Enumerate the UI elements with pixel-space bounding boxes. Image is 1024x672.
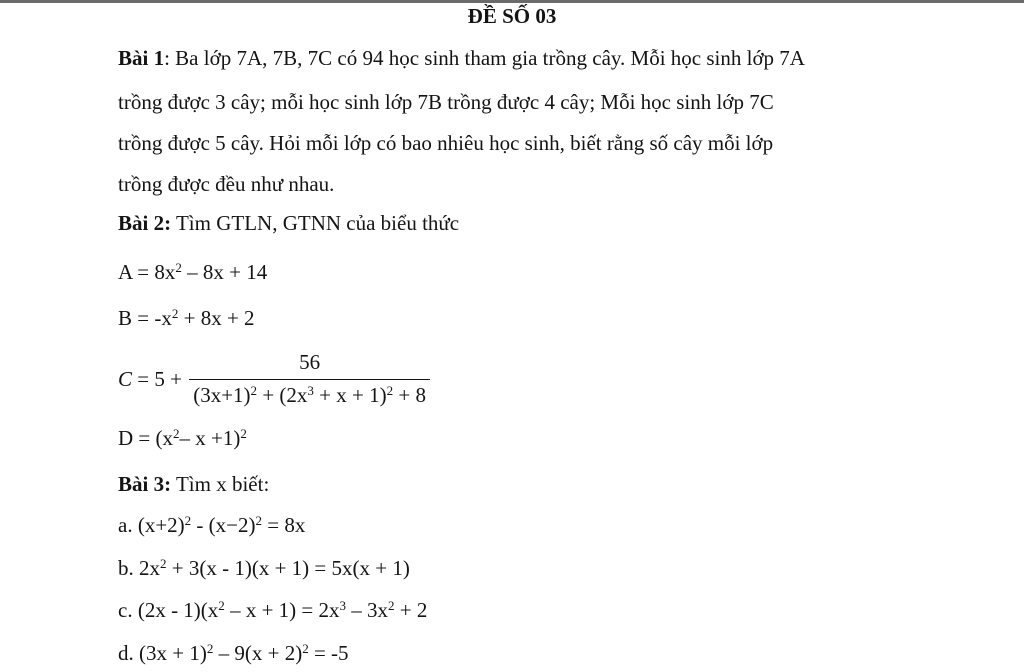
item-d-part: – 9(x + 2)	[213, 641, 303, 665]
item-a-exp: 2	[255, 512, 263, 528]
item-d-exp: 2	[302, 640, 309, 656]
eq-c-den-part: (3x+1)	[193, 383, 251, 407]
eq-c-mid: = 5 +	[132, 366, 188, 391]
eq-c-den-part: + x + 1)	[313, 383, 387, 407]
page-title: ĐỀ SỐ 03	[467, 4, 557, 28]
bai1-line-1	[118, 48, 805, 69]
item-a-part: a. (x+2)	[118, 513, 185, 537]
bai2-text: Tìm GTLN, GTNN của biểu thức	[171, 211, 460, 235]
item-b-exp: 2	[160, 555, 167, 571]
eq-c-den-part: + 8	[393, 383, 426, 407]
eq-d-exp: 2	[173, 425, 180, 441]
item-c-part: – 3x	[346, 598, 389, 622]
bai2-label: Bài 2:	[118, 211, 172, 235]
bai1-line-4: trồng được đều như nhau.	[118, 172, 335, 196]
eq-c-lhs: C	[118, 366, 133, 391]
bai1-line-2: trồng được 3 cây; mỗi học sinh lớp 7B trồng được 4 cây; Mỗi học sinh lớp 7C	[118, 90, 774, 114]
equation-b	[118, 305, 255, 330]
bai3-item-c	[118, 597, 428, 622]
item-a-exp: 2	[184, 512, 192, 528]
eq-c-den-exp: 2	[386, 382, 394, 398]
bai1-text-1: : Ba lớp 7A, 7B, 7C có 94 học sinh tham gia trồng cây. Mỗi học sinh lớp 7A	[164, 46, 805, 70]
item-b-part: + 3(x - 1)(x + 1) = 5x(x + 1)	[166, 556, 410, 580]
eq-a-part: – 8x + 14	[181, 260, 268, 284]
eq-c-den-exp: 2	[250, 382, 258, 398]
bai3-heading	[118, 474, 269, 495]
eq-b-exp: 2	[171, 305, 179, 321]
bai3-item-a	[118, 512, 306, 537]
eq-c-numerator: 56	[189, 350, 430, 380]
equation-c	[118, 350, 430, 408]
eq-c-denominator	[189, 380, 430, 408]
eq-c-den-part: + (2x	[257, 383, 308, 407]
item-c-part: + 2	[394, 598, 428, 622]
eq-d-part: D = (x	[118, 426, 174, 450]
item-c-exp: 2	[218, 597, 225, 613]
bai3-item-d	[118, 640, 349, 665]
eq-d-part: – x +1)	[179, 426, 241, 450]
item-d-part: d. (3x + 1)	[118, 641, 207, 665]
eq-a-part: A = 8x	[118, 260, 176, 284]
eq-b-part: + 8x + 2	[178, 306, 255, 330]
eq-a-exp: 2	[175, 259, 182, 275]
item-c-part: c. (2x - 1)(x	[118, 598, 219, 622]
bai3-label: Bài 3:	[118, 472, 172, 496]
bai2-heading	[118, 213, 459, 234]
eq-b-part: B = -x	[118, 306, 172, 330]
bai1-label: Bài 1	[118, 46, 165, 70]
eq-d-exp: 2	[240, 425, 247, 441]
equation-d	[118, 425, 247, 450]
item-c-exp: 2	[388, 597, 395, 613]
item-c-exp: 3	[339, 597, 347, 613]
item-c-part: – x + 1) = 2x	[224, 598, 340, 622]
item-a-part: = 8x	[262, 513, 306, 537]
eq-c-fraction	[189, 350, 430, 408]
item-a-part: - (x−2)	[191, 513, 256, 537]
item-d-exp: 2	[206, 640, 214, 656]
eq-c-den-exp: 3	[307, 382, 314, 398]
bai3-text: Tìm x biết:	[171, 472, 270, 496]
bai3-item-b	[118, 555, 410, 580]
bai1-line-3: trồng được 5 cây. Hỏi mỗi lớp có bao nhiêu học sinh, biết rằng số cây mỗi lớp	[118, 131, 774, 155]
item-d-part: = -5	[308, 641, 349, 665]
equation-a	[118, 259, 268, 284]
item-b-part: b. 2x	[118, 556, 160, 580]
top-divider	[0, 0, 1024, 3]
